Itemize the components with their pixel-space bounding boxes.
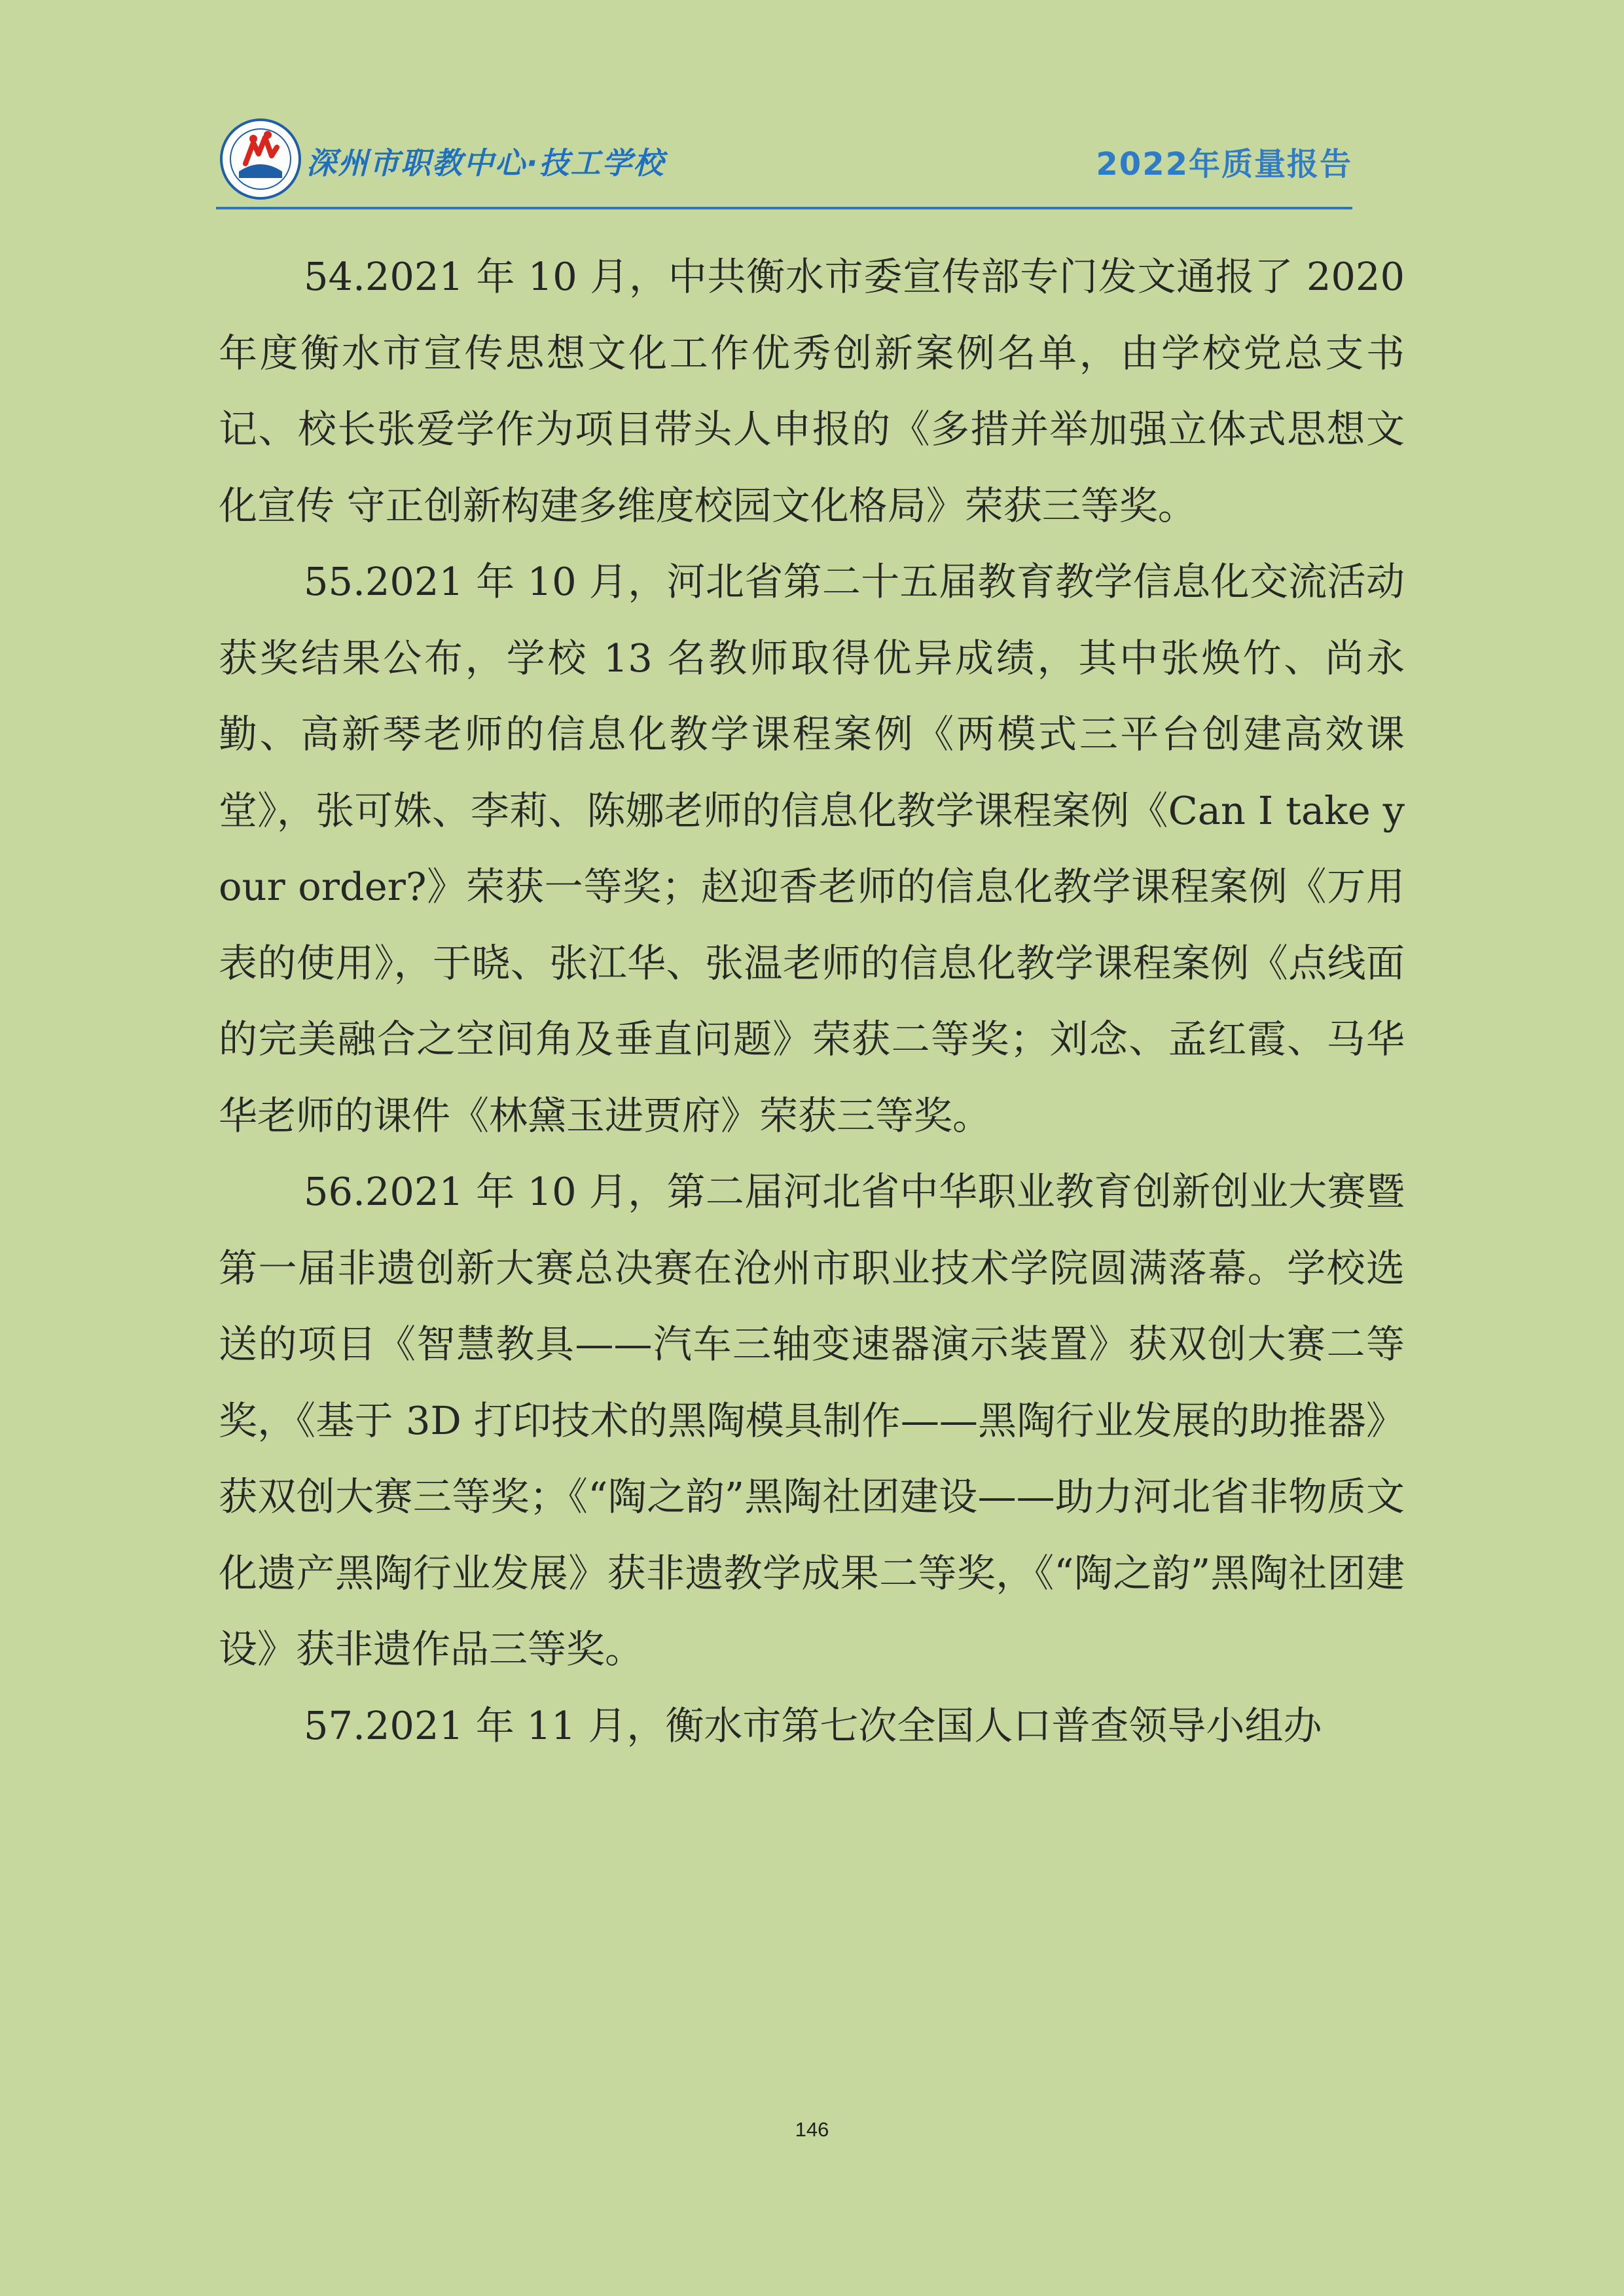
paragraph-57: 57.2021 年 11 月，衡水市第七次全国人口普查领导小组办 [304,1702,1322,1748]
page-number: 146 [795,2118,829,2141]
body-text [219,239,1405,1764]
paragraph-54: 54.2021 年 10 月，中共衡水市委宣传部专门发文通报了 2020 年度衡水市宣传思想文化工作优秀创新案例名单，由学校党总支书记、校长张爱学作为项目带头人申报的《多措并举加强立体式思想文化宣传 守正创新构建多维度校园文化格局》荣获三等奖。 [219,254,1405,528]
paragraph-56: 56.2021 年 10 月，第二届河北省中华职业教育创新创业大赛暨第一届非遗创新大赛总决赛在沧州市职业技术学院圆满落幕。学校选送的项目《智慧教具——汽车三轴变速器演示装置》获双创大赛二等奖，《基于 3D 打印技术的黑陶模具制作——黑陶行业发展的助推器》获双创大赛三等奖；《“陶之韵”黑陶社团建设——助力河北省非物质文化遗产黑陶行业发展》获非遗教学成果二等奖，《“陶之韵”黑陶社团建设》获非遗作品三等奖。 [219,1169,1405,1672]
school-emblem-icon [219,118,302,200]
report-title: 2022年质量报告 [1096,146,1352,183]
paragraph-55: 55.2021 年 10 月，河北省第二十五届教育教学信息化交流活动获奖结果公布，学校 13 名教师取得优异成绩，其中张焕竹、尚永勤、高新琴老师的信息化教学课程案例《两模式三平台创建高效课堂》，张可姝、李莉、陈娜老师的信息化教学课程案例《Can I take your order?》荣获一等奖；赵迎香老师的信息化教学课程案例《万用表的使用》，于晓、张江华、张温老师的信息化教学课程案例《点线面的完美融合之空间角及垂直问题》荣获二等奖；刘念、孟红霞、马华华老师的课件《林黛玉进贾府》荣获三等奖。 [219,559,1405,1138]
school-name: 深州市职教中心·技工学校 [306,145,665,181]
page-header [216,117,1352,209]
